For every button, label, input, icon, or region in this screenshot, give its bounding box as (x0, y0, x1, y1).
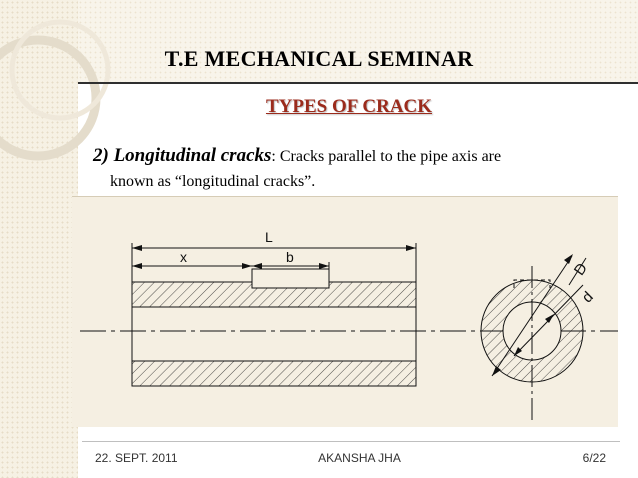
label-D: D (570, 260, 591, 279)
label-x: x (180, 249, 187, 265)
footer-page-number: 6/22 (582, 451, 606, 465)
pipe-cross-section (481, 266, 583, 421)
title-divider (78, 82, 638, 84)
footer-divider (82, 441, 620, 442)
footer-author: AKANSHA JHA (318, 451, 401, 465)
crack-type-label: 2) Longitudinal cracks (93, 145, 272, 166)
label-d: d (578, 288, 597, 307)
dimension-x (132, 263, 252, 269)
pipe-crack-diagram (72, 196, 618, 426)
slide-title: T.E MECHANICAL SEMINAR (164, 46, 474, 71)
description-paragraph (93, 143, 613, 194)
label-b: b (286, 249, 294, 265)
description-line-1: : Cracks parallel to the pipe axis are (271, 148, 502, 165)
footer-date: 22. SEPT. 2011 (95, 451, 178, 465)
pipe-side-view (132, 269, 416, 386)
label-L: L (265, 229, 273, 245)
slide-subtitle: TYPES OF CRACK (265, 96, 433, 117)
description-line-2: known as “longitudinal cracks”. (110, 173, 316, 190)
